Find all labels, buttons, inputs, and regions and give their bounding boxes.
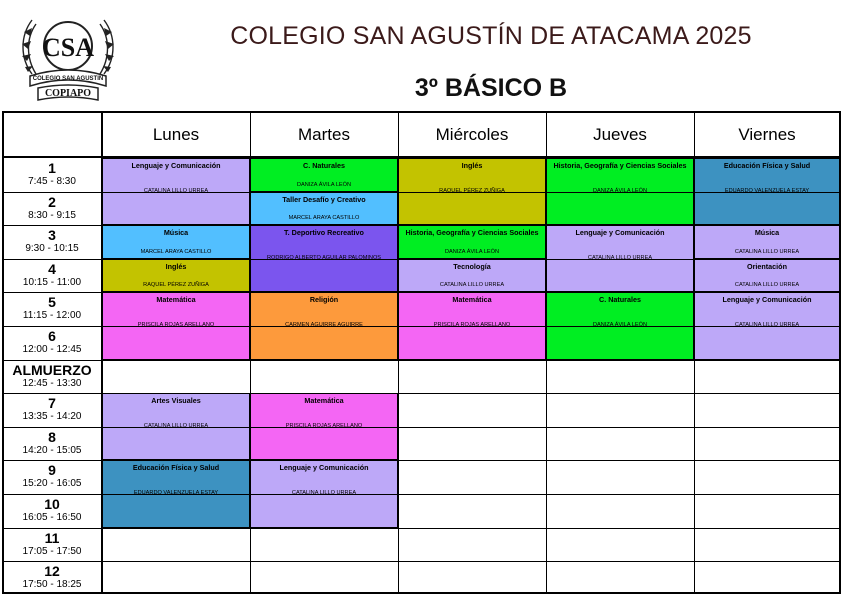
grid-line	[2, 592, 840, 594]
grid-line	[694, 393, 840, 394]
grid-line	[398, 427, 546, 428]
class-block[interactable]	[694, 259, 840, 293]
time-slot	[2, 362, 102, 390]
class-block[interactable]	[694, 225, 840, 259]
slot-time: 11:15 - 12:00	[22, 310, 82, 322]
class-subject: Taller Desafío y Creativo	[282, 194, 366, 204]
grid-line	[2, 292, 102, 293]
grid-line	[102, 259, 250, 260]
grid-line	[250, 360, 398, 361]
class-block[interactable]	[250, 158, 398, 192]
grid-line	[2, 259, 102, 260]
class-subject: Lenguaje y Comunicación	[575, 228, 665, 238]
slot-number: 11	[44, 529, 60, 546]
grid-line	[694, 528, 840, 529]
grid-line	[250, 427, 398, 428]
time-slot	[2, 328, 102, 356]
grid-line	[398, 192, 546, 193]
time-slot	[2, 227, 102, 255]
class-block[interactable]	[398, 259, 546, 293]
class-subject: C. Naturales	[599, 295, 641, 305]
class-subject: Matemática	[156, 295, 196, 305]
grid-line	[250, 494, 398, 495]
grid-line	[398, 111, 399, 594]
grid-line	[102, 360, 250, 361]
grid-line	[694, 259, 840, 260]
grid-line	[102, 561, 250, 562]
slot-number: 9	[48, 462, 56, 479]
grid-line	[694, 561, 840, 562]
grid-line	[546, 427, 694, 428]
time-slot	[2, 429, 102, 457]
slot-time: 12:45 - 13:30	[22, 377, 82, 389]
class-subject: T. Deportivo Recreativo	[284, 228, 364, 238]
grid-line	[398, 393, 546, 394]
grid-line	[546, 259, 694, 260]
time-slot	[2, 261, 102, 289]
slot-time: 8:30 - 9:15	[28, 209, 76, 221]
grid-line	[398, 259, 546, 260]
grid-line	[250, 192, 398, 193]
class-teacher: CATALINA LILLO URREA	[734, 282, 800, 289]
class-subject: Historia, Geografía y Ciencias Sociales	[553, 161, 687, 170]
time-slot	[2, 294, 102, 322]
day-header: Viernes	[738, 124, 796, 144]
grid-line	[398, 494, 546, 495]
grid-line	[2, 360, 102, 361]
slot-number: 12	[44, 563, 60, 580]
class-subject: Inglés	[165, 261, 187, 271]
grid-line	[102, 427, 250, 428]
slot-number: 2	[48, 193, 56, 210]
svg-text:COLEGIO SAN AGUSTIN: COLEGIO SAN AGUSTIN	[32, 76, 104, 82]
slot-time: 14:20 - 15:05	[22, 444, 82, 456]
grid-line	[2, 561, 102, 562]
class-subject: Educación Física y Salud	[723, 161, 811, 170]
grid-line	[398, 561, 546, 562]
class-subject: Artes Visuales	[151, 396, 201, 406]
slot-time: 16:05 - 16:50	[22, 512, 82, 523]
class-block[interactable]	[250, 192, 398, 226]
class-block[interactable]	[102, 225, 250, 259]
grid-line	[546, 192, 694, 193]
grid-line	[694, 225, 840, 226]
grid-line	[2, 427, 102, 428]
grid-line	[102, 460, 250, 461]
grid-line	[398, 292, 546, 293]
svg-text:COPIAPO: COPIAPO	[44, 88, 92, 99]
school-title: COLEGIO SAN AGUSTÍN DE ATACAMA 2025	[230, 22, 752, 50]
grid-line	[694, 460, 840, 461]
time-slot	[2, 563, 102, 591]
slot-number: 4	[48, 260, 56, 277]
grid-line	[694, 326, 840, 327]
slot-time: 12:00 - 12:45	[22, 344, 82, 355]
class-subject: Lenguaje y Comunicación	[722, 295, 812, 305]
grid-line	[102, 192, 250, 193]
class-teacher: DANIZA ÁVILA LEÓN	[444, 248, 500, 255]
slot-number: 10	[44, 496, 60, 512]
slot-number: 3	[48, 227, 56, 244]
time-slot	[2, 462, 102, 490]
class-block[interactable]	[102, 259, 250, 293]
grid-line	[546, 326, 694, 327]
grid-line	[102, 326, 250, 327]
grid-line	[2, 393, 102, 394]
class-teacher: CATALINA LILLO URREA	[734, 248, 800, 255]
grid-line	[694, 427, 840, 428]
grid-line	[694, 360, 840, 361]
class-subject: Tecnología	[453, 261, 491, 271]
grid-line	[102, 528, 250, 529]
grid-line	[546, 393, 694, 394]
grid-line	[546, 225, 694, 226]
day-header: Miércoles	[435, 124, 509, 144]
slot-number: 6	[48, 328, 56, 344]
grid-line	[546, 460, 694, 461]
grid-line	[250, 393, 398, 394]
class-subject: Orientación	[747, 261, 787, 271]
grid-line	[546, 292, 694, 293]
class-subject: C. Naturales	[303, 161, 345, 170]
slot-time: 17:05 - 17:50	[22, 545, 82, 557]
grid-line	[102, 494, 250, 495]
day-header: Martes	[298, 124, 350, 144]
grid-line	[250, 292, 398, 293]
grid-line	[102, 393, 250, 394]
class-subject: Matemática	[304, 396, 344, 406]
grid-line	[250, 111, 251, 594]
time-slot	[2, 530, 102, 558]
class-subject: Música	[163, 228, 189, 238]
class-subject: Música	[754, 228, 780, 238]
slot-time: 15:20 - 16:05	[22, 478, 82, 490]
grid-line	[250, 460, 398, 461]
grid-line	[2, 494, 102, 495]
grid-line	[2, 326, 102, 327]
grid-line	[546, 111, 547, 594]
class-subject: Religión	[309, 295, 339, 305]
grid-line	[2, 225, 102, 226]
time-slot	[2, 496, 102, 524]
slot-number: 7	[48, 395, 56, 412]
class-subject: Inglés	[461, 161, 483, 170]
grid-line	[694, 111, 695, 594]
class-subject: Educación Física y Salud	[132, 463, 220, 473]
grid-line	[398, 360, 546, 361]
slot-time: 10:15 - 11:00	[22, 276, 82, 288]
class-block[interactable]	[398, 225, 546, 259]
grid-line	[694, 192, 840, 193]
grid-line	[2, 192, 102, 193]
grid-line	[398, 460, 546, 461]
class-teacher: CATALINA LILLO URREA	[439, 282, 505, 289]
slot-number: 5	[48, 294, 56, 311]
day-header: Lunes	[152, 124, 200, 144]
class-teacher: RAQUEL PÉREZ ZUÑIGA	[143, 282, 209, 289]
grid-line	[546, 528, 694, 529]
grid-line	[2, 460, 102, 461]
svg-text:CSA: CSA	[41, 33, 95, 62]
class-subject: Lenguaje y Comunicación	[279, 463, 369, 473]
grid-line	[546, 360, 694, 361]
grid-line	[250, 561, 398, 562]
class-subject: Historia, Geografía y Ciencias Sociales	[405, 228, 539, 238]
grid-line	[250, 326, 398, 327]
grid-line	[102, 292, 250, 293]
slot-number: 1	[48, 160, 56, 176]
class-teacher: MARCEL ARAYA CASTILLO	[140, 248, 212, 255]
class-teacher: DANIZA ÁVILA LEÓN	[296, 181, 352, 188]
grid-line	[102, 225, 250, 226]
grid-line	[250, 225, 398, 226]
class-subject: Matemática	[452, 295, 492, 305]
time-slot	[2, 160, 102, 188]
grade-title: 3º BÁSICO B	[414, 74, 568, 102]
class-teacher: MARCEL ARAYA CASTILLO	[288, 215, 360, 222]
grid-line	[250, 259, 398, 260]
grid-line	[250, 528, 398, 529]
grid-line	[2, 528, 102, 529]
grid-line	[398, 528, 546, 529]
class-subject: Lenguaje y Comunicación	[131, 161, 221, 170]
grid-line	[839, 111, 841, 594]
slot-number: 8	[48, 428, 56, 445]
school-logo	[14, 12, 122, 102]
grid-line	[546, 561, 694, 562]
grid-line	[694, 292, 840, 293]
grid-line	[694, 494, 840, 495]
slot-number: ALMUERZO	[12, 361, 92, 378]
grid-line	[398, 225, 546, 226]
slot-time: 17:50 - 18:25	[22, 579, 82, 591]
grid-line	[546, 494, 694, 495]
day-header: Jueves	[593, 124, 647, 144]
slot-time: 9:30 - 10:15	[25, 243, 79, 255]
time-slot	[2, 395, 102, 423]
time-slot	[2, 194, 102, 222]
slot-time: 13:35 - 14:20	[22, 411, 82, 423]
slot-time: 7:45 - 8:30	[28, 176, 76, 187]
grid-line	[398, 326, 546, 327]
